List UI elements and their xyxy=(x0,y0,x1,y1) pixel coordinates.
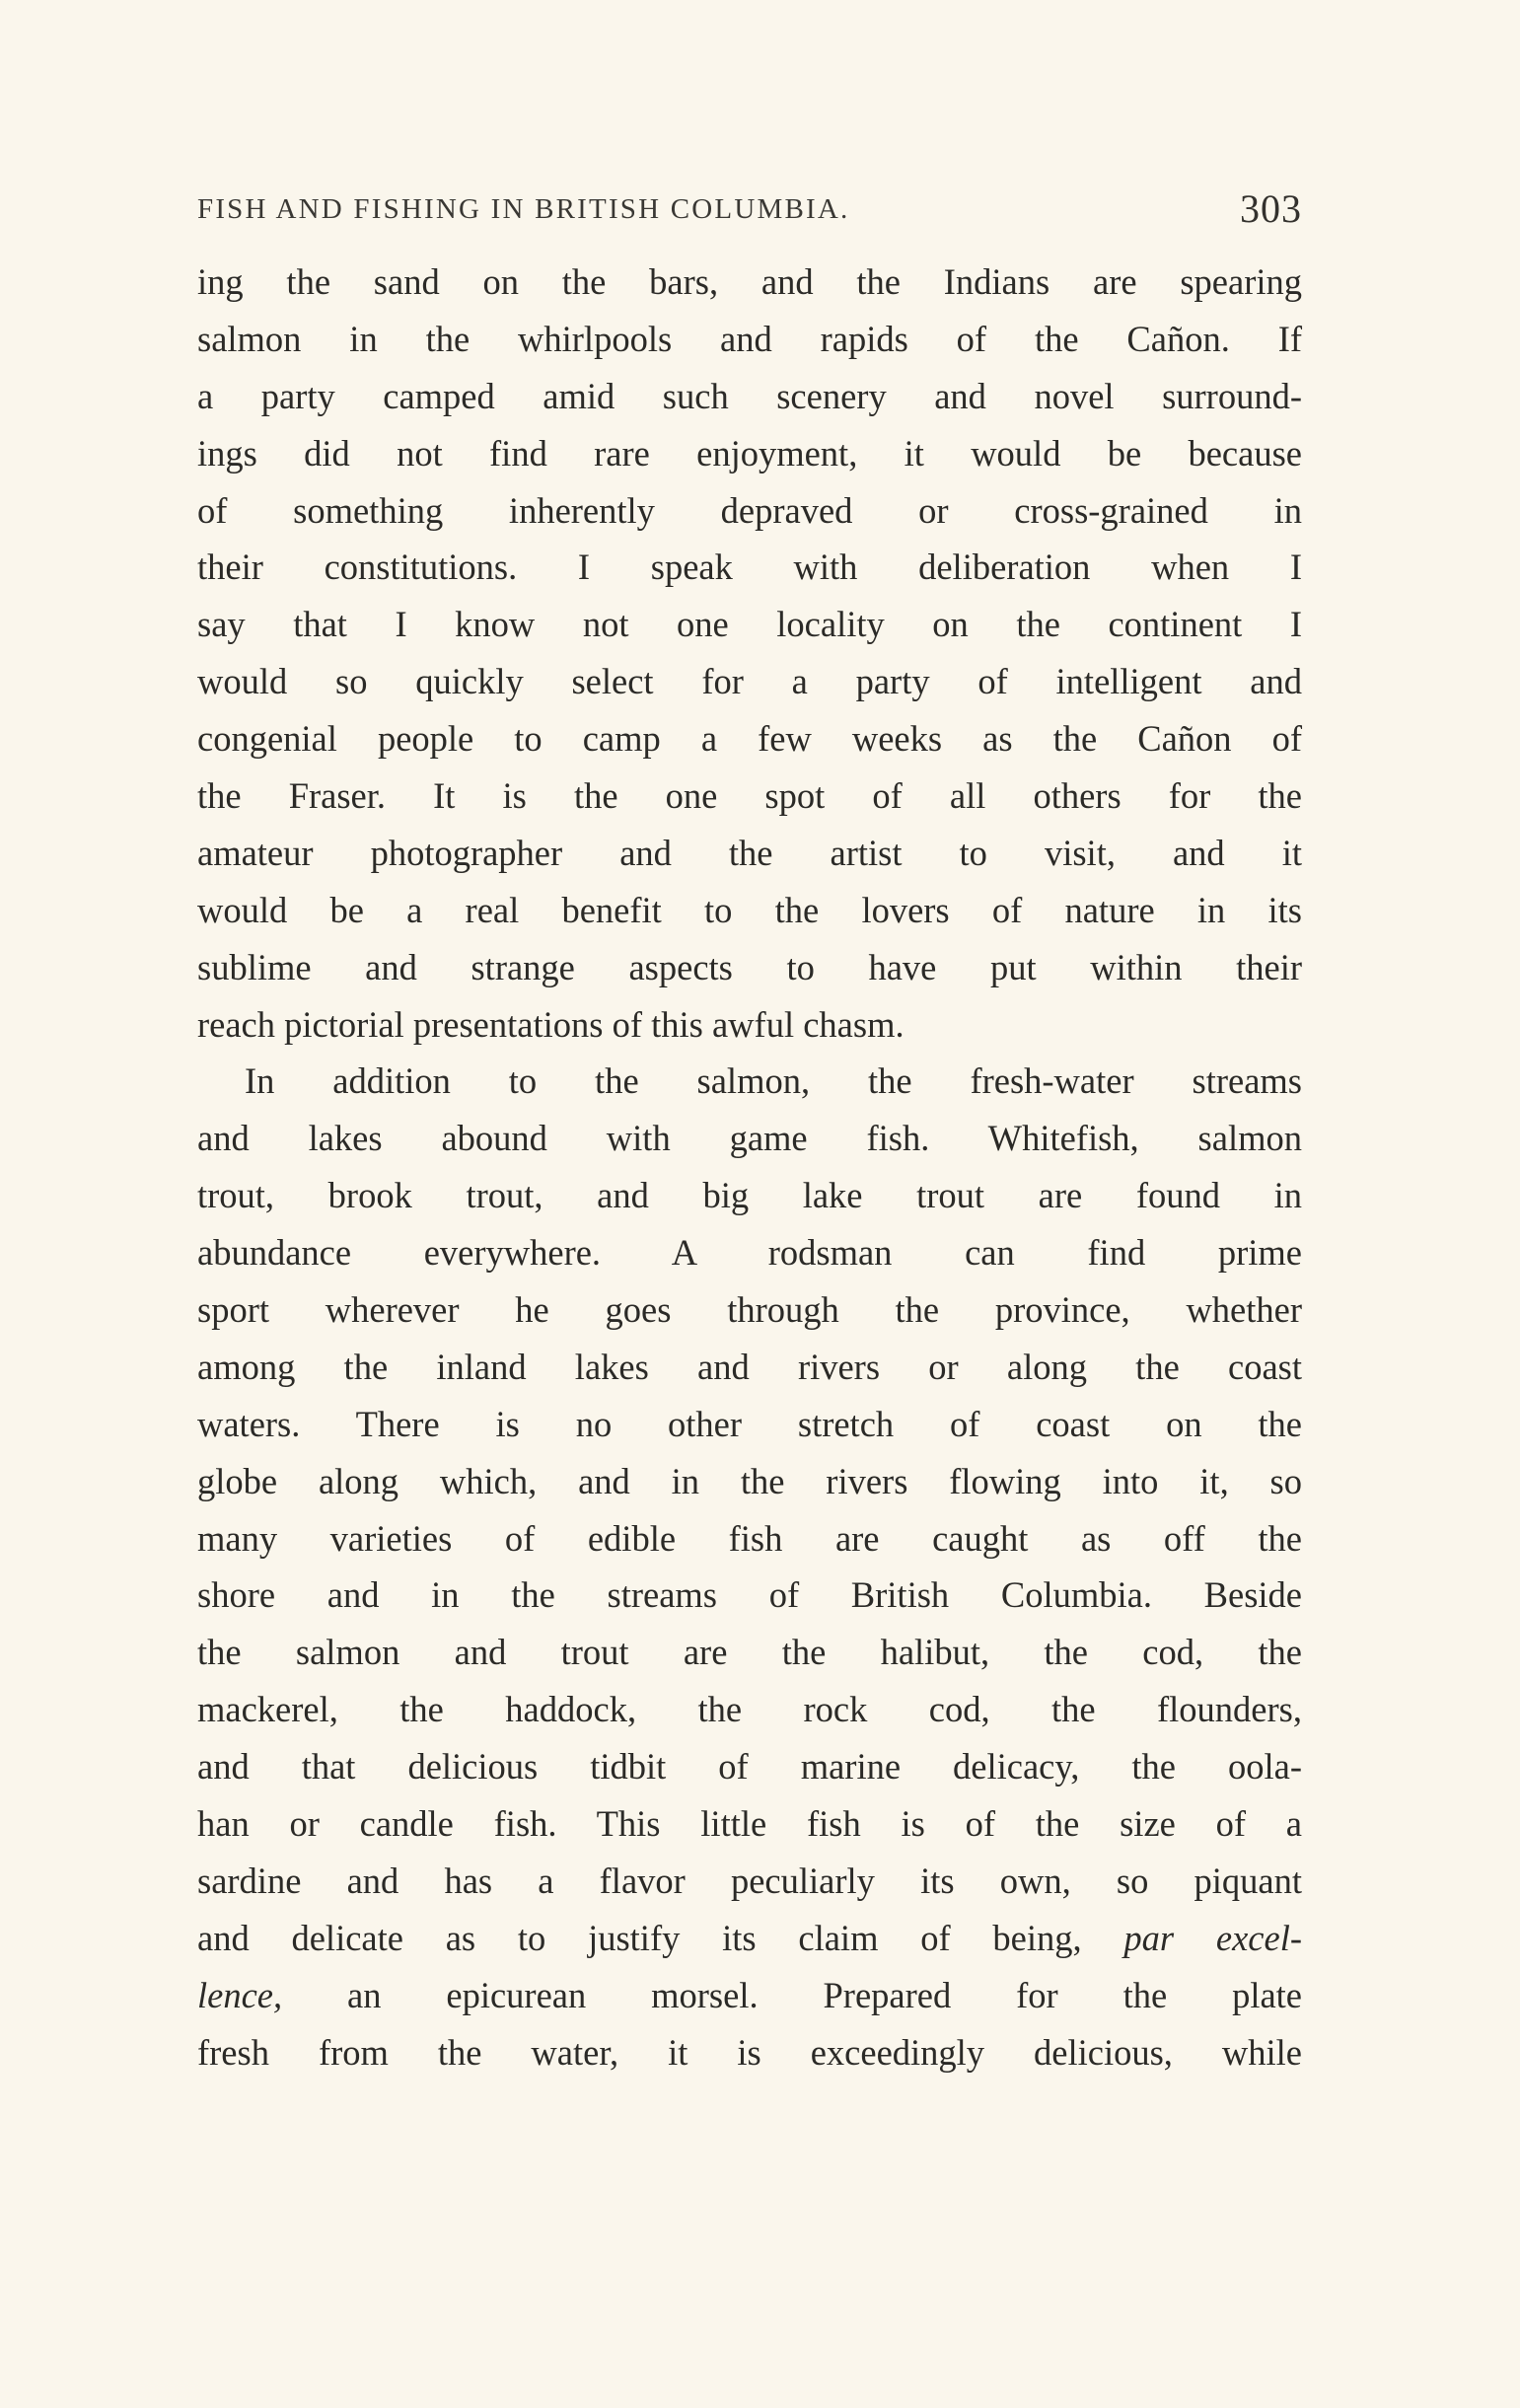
text-line: say that I know not one locality on the continent I xyxy=(197,604,1302,645)
text-line: a party camped amid such scenery and novel surround- xyxy=(197,375,1302,416)
text-line: of something inherently depraved or cross-grained in xyxy=(197,489,1302,531)
text-line: and lakes abound with game fish. Whitefish, salmon xyxy=(197,1118,1302,1159)
text-line: abundance everywhere. A rodsman can find prime xyxy=(197,1232,1302,1274)
text-line: their constitutions. I speak with deliberation when I xyxy=(197,547,1302,588)
text-line: sport wherever he goes through the province, whether xyxy=(197,1289,1302,1331)
italic-phrase: par excel- xyxy=(1123,1917,1302,1958)
text-line: the Fraser. It is the one spot of all others for the xyxy=(197,775,1302,817)
text-line-with-italic xyxy=(197,1910,1302,1967)
text-segment: and delicate as to justify its claim of being, xyxy=(197,1917,1082,1958)
text-line: and that delicious tidbit of marine delicacy, the oola- xyxy=(197,1746,1302,1788)
text-line: congenial people to camp a few weeks as the Cañon of xyxy=(197,718,1302,760)
text-line: shore and in the streams of British Columbia. Beside xyxy=(197,1574,1302,1616)
text-line: amateur photographer and the artist to visit, and it xyxy=(197,832,1302,873)
running-title: FISH AND FISHING IN BRITISH COLUMBIA. xyxy=(197,193,850,225)
paragraph-first-line: In addition to the salmon, the fresh-water streams xyxy=(245,1060,1302,1102)
text-line: the salmon and trout are the halibut, the cod, the xyxy=(197,1632,1302,1673)
text-line: han or candle fish. This little fish is of the size of a xyxy=(197,1803,1302,1845)
text-line: sardine and has a flavor peculiarly its own, so piquant xyxy=(197,1860,1302,1901)
text-line: would so quickly select for a party of intelligent and xyxy=(197,661,1302,702)
text-segment: an epicurean morsel. Prepared for the plate xyxy=(347,1974,1303,2015)
text-line: trout, brook trout, and big lake trout are found in xyxy=(197,1175,1302,1216)
text-line: many varieties of edible fish are caught as off the xyxy=(197,1517,1302,1559)
text-line: fresh from the water, it is exceedingly delicious, while xyxy=(197,2031,1302,2073)
text-line: waters. There is no other stretch of coast on the xyxy=(197,1403,1302,1444)
text-line: salmon in the whirlpools and rapids of the Cañon. If xyxy=(197,318,1302,359)
text-line: ing the sand on the bars, and the Indians are spearing xyxy=(197,261,1302,302)
italic-phrase: lence, xyxy=(197,1974,283,2015)
page-number: 303 xyxy=(1240,186,1302,231)
text-line: mackerel, the haddock, the rock cod, the flounders, xyxy=(197,1689,1302,1730)
text-line: globe along which, and in the rivers flowing into it, so xyxy=(197,1460,1302,1501)
text-line: among the inland lakes and rivers or along the coast xyxy=(197,1346,1302,1387)
text-line: reach pictorial presentations of this awful chasm. xyxy=(197,1003,905,1045)
text-line: sublime and strange aspects to have put within their xyxy=(197,946,1302,987)
text-line: would be a real benefit to the lovers of nature in its xyxy=(197,889,1302,930)
text-line: ings did not find rare enjoyment, it would be because xyxy=(197,432,1302,474)
text-line-with-italic xyxy=(197,1967,1302,2024)
body-text xyxy=(197,254,1302,2081)
running-head xyxy=(197,185,1302,235)
